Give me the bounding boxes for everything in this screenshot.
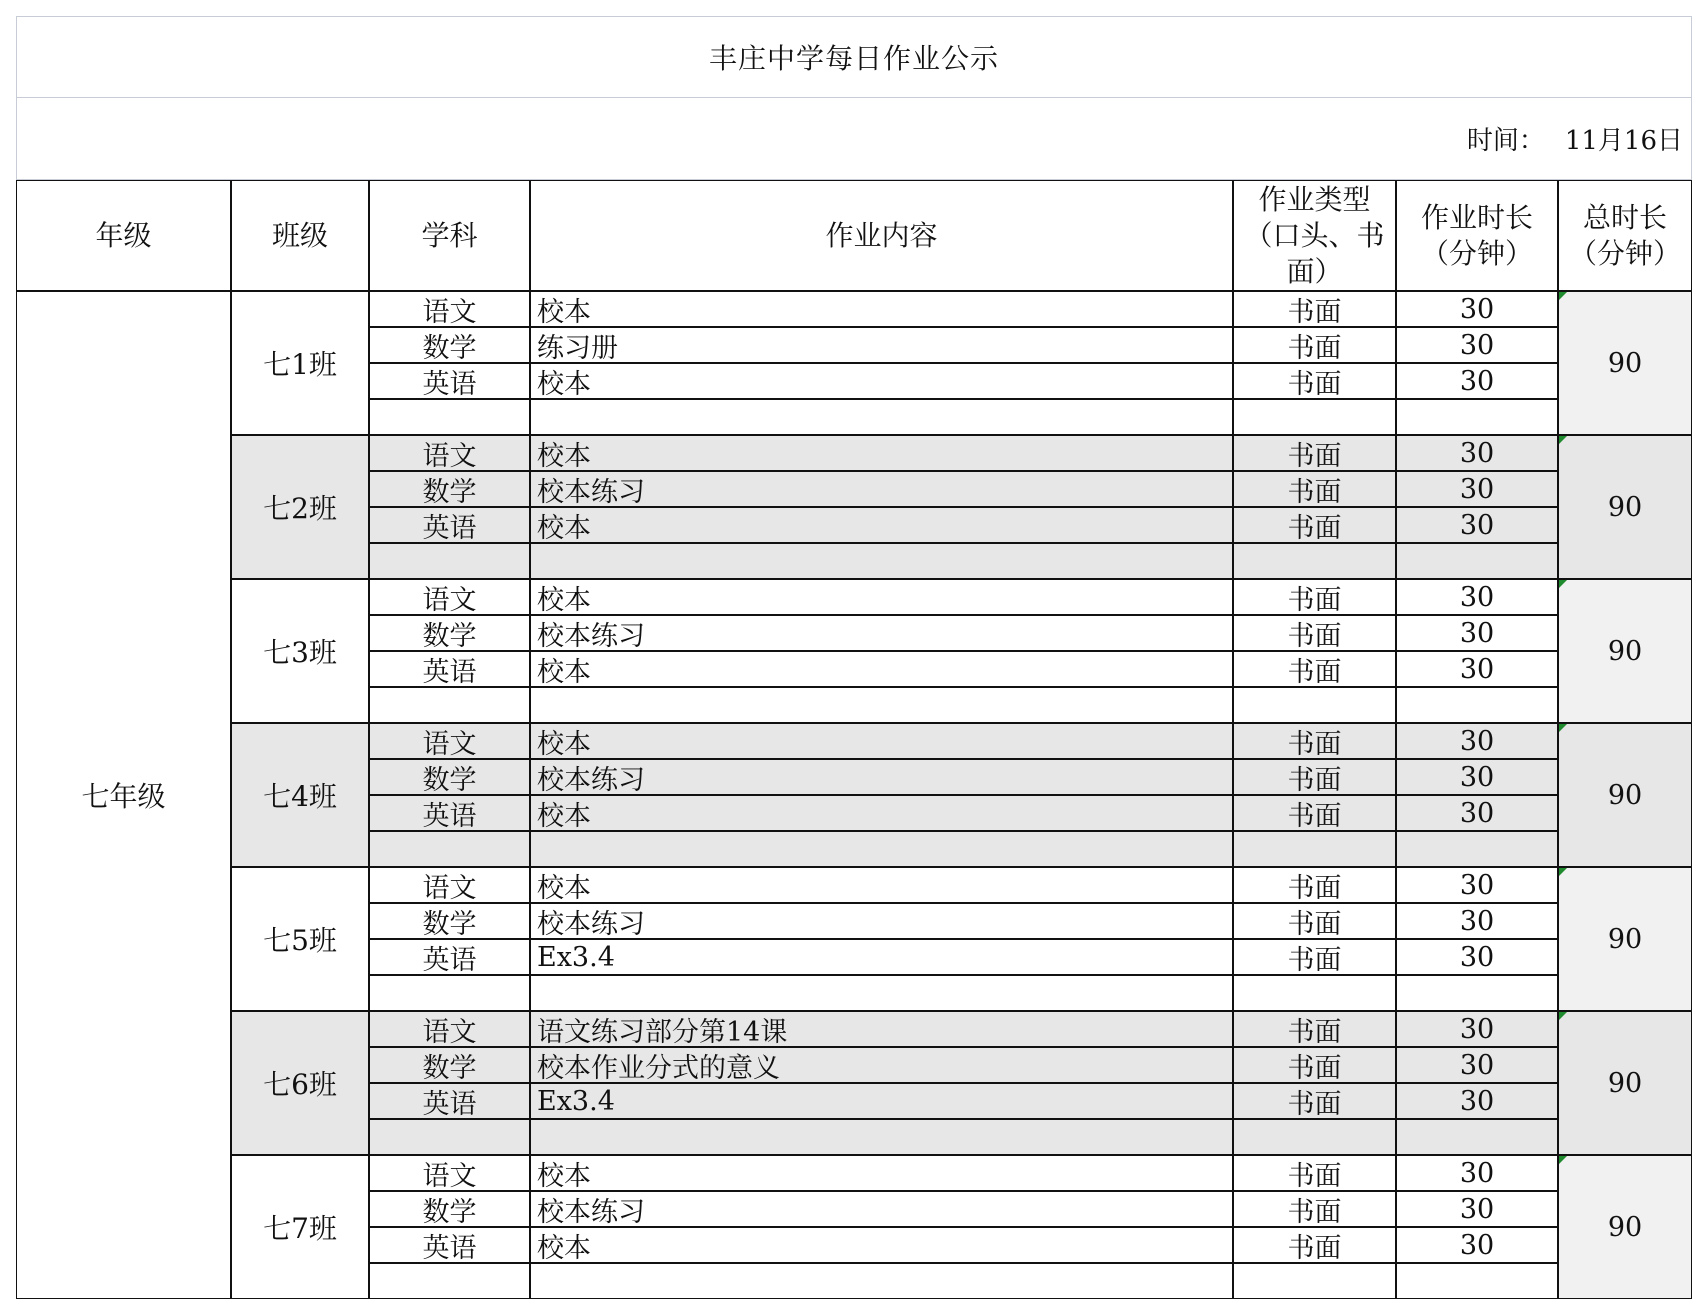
header-subject: 学科 [369,180,530,291]
duration-cell: 30 [1396,795,1558,831]
type-cell: 书面 [1233,507,1396,543]
subject-cell [369,1119,530,1155]
subject-cell [369,1263,530,1299]
class-name-cell: 七6班 [231,1011,369,1155]
subject-cell [369,831,530,867]
subject-cell: 语文 [369,291,530,327]
duration-cell: 30 [1396,471,1558,507]
content-cell: 校本 [530,723,1233,759]
duration-cell: 30 [1396,759,1558,795]
class-name-cell: 七7班 [231,1155,369,1299]
type-cell: 书面 [1233,291,1396,327]
type-cell [1233,1119,1396,1155]
date-label: 时间： [1466,126,1545,156]
content-cell: 练习册 [530,327,1233,363]
subject-cell: 数学 [369,759,530,795]
header-class: 班级 [231,180,369,291]
type-cell [1233,543,1396,579]
date-value: 11月16日 [1564,126,1683,156]
subject-cell: 数学 [369,471,530,507]
type-cell: 书面 [1233,1083,1396,1119]
type-cell: 书面 [1233,903,1396,939]
content-cell [530,399,1233,435]
subject-cell: 英语 [369,651,530,687]
duration-cell [1396,831,1558,867]
content-cell: 校本 [530,435,1233,471]
duration-cell: 30 [1396,615,1558,651]
formula-marker-icon [1559,436,1567,444]
type-cell: 书面 [1233,615,1396,651]
type-cell: 书面 [1233,363,1396,399]
type-cell: 书面 [1233,795,1396,831]
total-time-cell: 90 [1558,1155,1692,1299]
total-time-cell: 90 [1558,723,1692,867]
duration-cell: 30 [1396,291,1558,327]
type-cell [1233,1263,1396,1299]
header-content: 作业内容 [530,180,1233,291]
subject-cell: 数学 [369,615,530,651]
sheet-title: 丰庄中学每日作业公示 [16,16,1692,98]
type-cell: 书面 [1233,759,1396,795]
subject-cell [369,543,530,579]
subject-cell: 语文 [369,723,530,759]
duration-cell: 30 [1396,723,1558,759]
type-cell [1233,975,1396,1011]
total-time-cell: 90 [1558,1011,1692,1155]
subject-cell: 数学 [369,1047,530,1083]
type-cell: 书面 [1233,471,1396,507]
header-type: 作业类型（口头、书面） [1233,180,1396,291]
type-cell [1233,399,1396,435]
content-cell: 校本 [530,795,1233,831]
class-name-cell: 七2班 [231,435,369,579]
subject-cell: 数学 [369,327,530,363]
content-cell: Ex3.4 [530,1083,1233,1119]
content-cell: 校本 [530,363,1233,399]
duration-cell: 30 [1396,1047,1558,1083]
subject-cell: 语文 [369,1011,530,1047]
type-cell: 书面 [1233,867,1396,903]
formula-marker-icon [1559,724,1567,732]
type-cell: 书面 [1233,1227,1396,1263]
subject-cell: 数学 [369,903,530,939]
subject-cell: 数学 [369,1191,530,1227]
total-time-cell: 90 [1558,291,1692,435]
duration-cell [1396,399,1558,435]
content-cell: 校本练习 [530,471,1233,507]
content-cell: 校本 [530,291,1233,327]
content-cell: 语文练习部分第14课 [530,1011,1233,1047]
subject-cell: 英语 [369,795,530,831]
subject-cell [369,687,530,723]
date-row [16,98,1692,180]
content-cell: 校本 [530,1227,1233,1263]
content-cell: 校本练习 [530,759,1233,795]
subject-cell: 英语 [369,1083,530,1119]
class-name-cell: 七4班 [231,723,369,867]
content-cell [530,1263,1233,1299]
subject-cell: 语文 [369,435,530,471]
type-cell: 书面 [1233,939,1396,975]
subject-cell: 英语 [369,507,530,543]
content-cell: 校本练习 [530,903,1233,939]
content-cell [530,1119,1233,1155]
total-time-cell: 90 [1558,579,1692,723]
subject-cell [369,975,530,1011]
content-cell [530,831,1233,867]
total-time-cell: 90 [1558,867,1692,1011]
duration-cell: 30 [1396,1155,1558,1191]
duration-cell: 30 [1396,651,1558,687]
type-cell: 书面 [1233,1011,1396,1047]
duration-cell: 30 [1396,939,1558,975]
type-cell: 书面 [1233,579,1396,615]
content-cell: 校本 [530,651,1233,687]
content-cell [530,975,1233,1011]
duration-cell: 30 [1396,1011,1558,1047]
content-cell: 校本 [530,579,1233,615]
formula-marker-icon [1559,868,1567,876]
content-cell [530,687,1233,723]
duration-cell [1396,543,1558,579]
content-cell: 校本练习 [530,615,1233,651]
duration-cell: 30 [1396,579,1558,615]
content-cell [530,543,1233,579]
type-cell: 书面 [1233,1155,1396,1191]
formula-marker-icon [1559,1156,1567,1164]
formula-marker-icon [1559,580,1567,588]
type-cell: 书面 [1233,1191,1396,1227]
header-total: 总时长（分钟） [1558,180,1692,291]
type-cell: 书面 [1233,1047,1396,1083]
formula-marker-icon [1559,292,1567,300]
total-time-cell: 90 [1558,435,1692,579]
type-cell: 书面 [1233,435,1396,471]
subject-cell: 语文 [369,579,530,615]
duration-cell: 30 [1396,867,1558,903]
type-cell [1233,831,1396,867]
subject-cell [369,399,530,435]
formula-marker-icon [1559,1012,1567,1020]
subject-cell: 语文 [369,1155,530,1191]
subject-cell: 英语 [369,1227,530,1263]
type-cell: 书面 [1233,723,1396,759]
duration-cell: 30 [1396,1083,1558,1119]
header-duration: 作业时长（分钟） [1396,180,1558,291]
subject-cell: 英语 [369,939,530,975]
subject-cell: 语文 [369,867,530,903]
duration-cell: 30 [1396,507,1558,543]
class-name-cell: 七5班 [231,867,369,1011]
header-grade: 年级 [16,180,231,291]
content-cell: 校本 [530,867,1233,903]
duration-cell: 30 [1396,363,1558,399]
duration-cell: 30 [1396,903,1558,939]
content-cell: Ex3.4 [530,939,1233,975]
duration-cell [1396,687,1558,723]
duration-cell [1396,1119,1558,1155]
type-cell [1233,687,1396,723]
class-name-cell: 七1班 [231,291,369,435]
class-name-cell: 七3班 [231,579,369,723]
content-cell: 校本作业分式的意义 [530,1047,1233,1083]
duration-cell: 30 [1396,1191,1558,1227]
duration-cell [1396,975,1558,1011]
content-cell: 校本 [530,507,1233,543]
duration-cell: 30 [1396,435,1558,471]
duration-cell: 30 [1396,1227,1558,1263]
duration-cell: 30 [1396,327,1558,363]
type-cell: 书面 [1233,327,1396,363]
type-cell: 书面 [1233,651,1396,687]
content-cell: 校本练习 [530,1191,1233,1227]
subject-cell: 英语 [369,363,530,399]
content-cell: 校本 [530,1155,1233,1191]
duration-cell [1396,1263,1558,1299]
grade-cell: 七年级 [16,291,231,1299]
